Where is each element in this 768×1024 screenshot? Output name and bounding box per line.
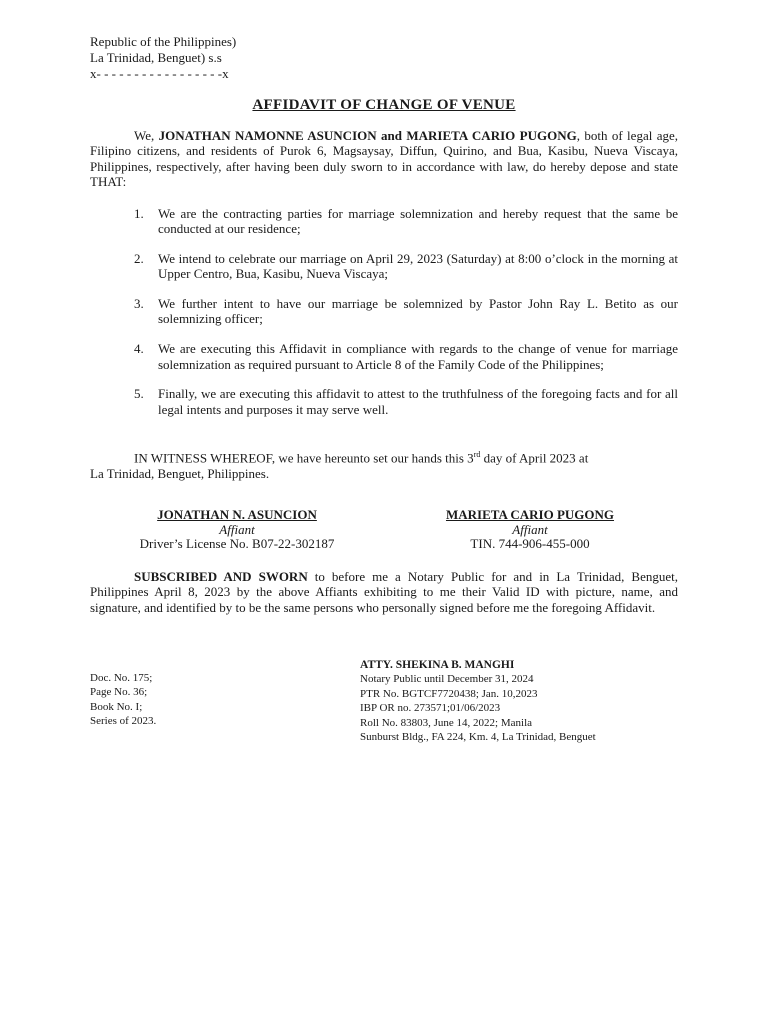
list-item-text: We intend to celebrate our marriage on April 29, 2023 (Saturday) at 8:00 o’clock in the morning at Upper Centro, Bua, Kasibu, Nueva Viscaya; — [158, 251, 678, 282]
notary-detail: IBP OR no. 273571;01/06/2023 — [360, 702, 501, 715]
list-item-number: 5. — [134, 386, 144, 402]
list-item-text: Finally, we are executing this affidavit to attest to the truthfulness of the foregoing facts and for all legal intents and purposes it may serve well. — [158, 386, 678, 417]
affiant-id: TIN. 744-906-455-000 — [470, 536, 590, 551]
list-item-text: We further intent to have our marriage be solemnized by Pastor John Ray L. Betito as our solemnizing officer; — [158, 296, 678, 327]
header-line-country: Republic of the Philippines) — [90, 34, 237, 49]
notary-detail: Sunburst Bldg., FA 224, Km. 4, La Trinidad, Benguet — [360, 731, 596, 744]
witness-ordinal-suffix: rd — [473, 450, 481, 459]
list-item — [90, 251, 678, 282]
intro-names: JONATHAN NAMONNE ASUNCION and MARIETA CARIO PUGONG — [158, 128, 577, 143]
affiant-signature-block — [380, 508, 680, 552]
notary-block — [360, 658, 596, 744]
witness-paragraph — [90, 447, 678, 481]
notary-detail: PTR No. BGTCF7720438; Jan. 10,2023 — [360, 687, 538, 700]
header-separator: x- - - - - - - - - - - - - - - - -x — [90, 66, 229, 81]
subscribed-lead: SUBSCRIBED AND SWORN — [134, 569, 308, 584]
notary-name: ATTY. SHEKINA B. MANGHI — [360, 659, 515, 671]
subscribed-paragraph — [90, 569, 678, 615]
list-item — [90, 386, 678, 417]
list-item — [90, 206, 678, 237]
list-item — [90, 296, 678, 327]
intro-paragraph — [90, 128, 678, 189]
list-item-number: 1. — [134, 206, 144, 221]
affiant-name: JONATHAN N. ASUNCION — [157, 507, 317, 522]
affiant-id: Driver’s License No. B07-22-302187 — [139, 536, 335, 551]
document-title: AFFIDAVIT OF CHANGE OF VENUE — [252, 97, 516, 113]
subscribed-rest: to before me a Notary Public for and in La Trinidad, Benguet, Philippines April 8, 2023 by the above Affiants exhibiting to me their Valid ID with picture, name, and signature, and identified by to be the same persons who personally signed before me the foregoing Affidavit. — [90, 569, 678, 615]
notary-detail: Notary Public until December 31, 2024 — [360, 673, 534, 686]
list-item-number: 4. — [134, 341, 144, 357]
document-register-info — [90, 671, 156, 729]
list-item — [90, 341, 678, 372]
list-item-text: We are executing this Affidavit in compliance with regards to the change of venue for marriage solemnization as required pursuant to Article 8 of the Family Code of the Philippines; — [158, 341, 678, 372]
doc-number: Doc. No. 175; — [90, 672, 153, 684]
list-item-text: We are the contracting parties for marriage solemnization and hereby request that the same be conducted at our residence; — [158, 206, 678, 237]
witness-line-2: La Trinidad, Benguet, Philippines. — [90, 465, 270, 481]
book-number: Book No. I; — [90, 700, 143, 713]
intro-lead: We, — [134, 128, 159, 143]
list-item-number: 3. — [134, 296, 144, 312]
list-item-number: 2. — [134, 251, 144, 267]
header-line-venue: La Trinidad, Benguet) s.s — [90, 50, 222, 65]
intro-rest: , both of legal age, Filipino citizens, and residents of Purok 6, Magsaysay, Diffun, Quirino, and Bua, Kasibu, Nueva Viscaya, Philippines, respectively, after having been duly sworn to in accordance with law, do hereby depose and state THAT: — [90, 128, 679, 189]
page-number: Page No. 36; — [90, 686, 148, 699]
statement-list — [90, 206, 678, 431]
affiant-signature-block — [87, 508, 387, 552]
notary-detail: Roll No. 83803, June 14, 2022; Manila — [360, 716, 533, 729]
affiant-role: Affiant — [219, 521, 255, 537]
witness-text-post: day of April 2023 at — [480, 450, 589, 466]
affiant-name: MARIETA CARIO PUGONG — [445, 507, 615, 522]
witness-text: IN WITNESS WHEREOF, we have hereunto set our hands this 3 — [134, 450, 474, 466]
venue-header — [90, 34, 236, 82]
affiant-role: Affiant — [512, 521, 548, 537]
series-year: Series of 2023. — [90, 715, 157, 728]
witness-line-1 — [90, 447, 678, 466]
